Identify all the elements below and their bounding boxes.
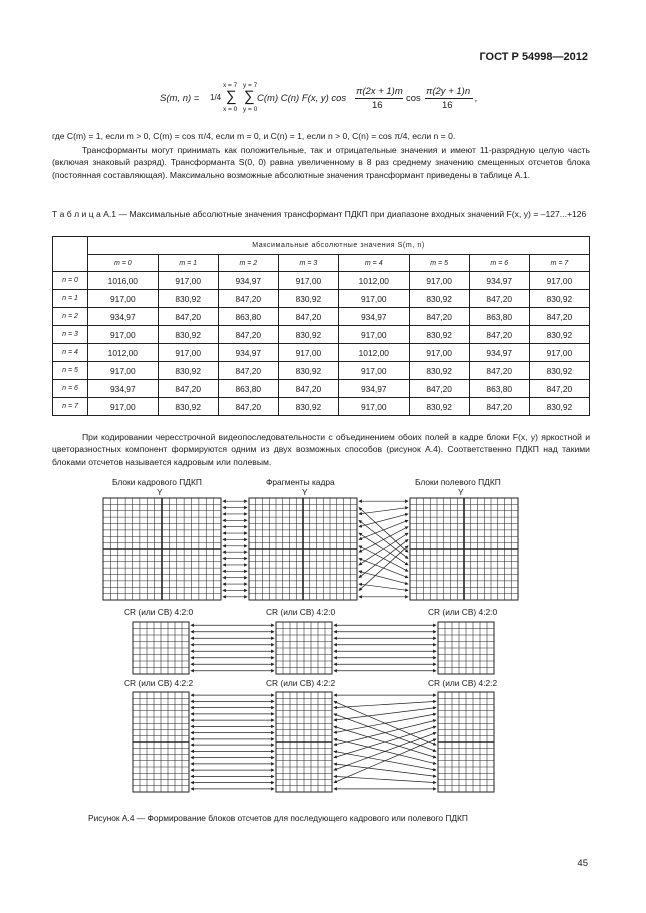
table-cell: 847,20	[278, 308, 338, 326]
luma-fragment-grid	[249, 498, 357, 600]
row-label: n = 6	[53, 380, 88, 398]
table-cell: 917,00	[158, 272, 218, 290]
chroma420-frame-grid	[133, 622, 189, 674]
luma-frame-arrows	[223, 501, 247, 597]
row-label: n = 5	[53, 362, 88, 380]
chroma420-field-grid	[438, 622, 494, 674]
table-cell: 1012,00	[338, 272, 409, 290]
table-cell: 830,92	[158, 362, 218, 380]
chroma-422-middle: CR (или CB) 4:2:2	[266, 678, 336, 688]
table-cell: 847,20	[158, 308, 218, 326]
page-number: 45	[577, 858, 588, 869]
fraction-2-denominator: 16	[442, 100, 453, 111]
chroma422-field-crossing	[334, 695, 436, 789]
formula-comma: ,	[475, 93, 478, 104]
chroma422-field-grid	[438, 692, 494, 792]
column-header: m = 6	[469, 255, 529, 272]
chroma-422-left: CR (или CB) 4:2:2	[124, 678, 194, 688]
chroma-420-right: CR (или CB) 4:2:0	[428, 607, 498, 617]
chroma-420-middle: CR (или CB) 4:2:0	[266, 607, 336, 617]
table-cell: 830,92	[409, 398, 469, 416]
table-cell: 917,00	[88, 290, 159, 308]
chroma420-field-arrows	[334, 625, 436, 671]
table-cell: 917,00	[338, 290, 409, 308]
formula-coefficient: 1/4	[210, 93, 222, 102]
standard-number: ГОСТ Р 54998—2012	[479, 51, 588, 63]
row-label: n = 7	[53, 398, 88, 416]
table-cell: 917,00	[529, 272, 589, 290]
table-cell: 847,20	[409, 308, 469, 326]
table-cell: 830,92	[529, 290, 589, 308]
sum-lower-x: x = 0	[223, 106, 238, 113]
table-cell: 917,00	[529, 344, 589, 362]
formula-body: C(m) C(n) F(x, y) cos	[257, 93, 347, 104]
table-cell: 863,80	[469, 380, 529, 398]
table-cell: 847,20	[529, 308, 589, 326]
luma-field-crossing	[359, 501, 408, 597]
sum-symbol-y: ∑	[244, 88, 255, 105]
row-label: n = 3	[53, 326, 88, 344]
sum-lower-y: y = 0	[243, 106, 258, 113]
interlace-paragraph: При кодировании чересстрочной видеопоследовательности с объединением обоих полей в кадре блоки F(x, y) яркостной и цветоразностных компонент формируются одним из двух возможных способов (рисунок А.4). Соответственно ПДКП над такими блоками отсчетов называется кадровым или полевым.	[52, 432, 590, 467]
table-cell: 934,97	[338, 308, 409, 326]
table-cell: 917,00	[409, 272, 469, 290]
table-cell: 917,00	[278, 272, 338, 290]
label-field-blocks: Блоки полевого ПДКП	[415, 477, 501, 487]
table-cell: 847,20	[218, 326, 278, 344]
table-cell: 830,92	[278, 290, 338, 308]
table-cell: 847,20	[469, 290, 529, 308]
figure-caption: Рисунок А.4 — Формирование блоков отсчетов для последующего кадрового или полевого ПДКП	[88, 813, 468, 823]
chroma420-frame-arrows	[191, 625, 274, 671]
table-cell: 847,20	[409, 380, 469, 398]
chroma422-fragment-grid	[276, 692, 332, 792]
table-cell: 830,92	[409, 362, 469, 380]
table-cell: 830,92	[529, 362, 589, 380]
formula-lhs: S(m, n) =	[160, 93, 200, 104]
table-cell: 1012,00	[338, 344, 409, 362]
table-cell: 847,20	[469, 398, 529, 416]
table-cell: 917,00	[338, 362, 409, 380]
column-header: m = 0	[88, 255, 159, 272]
table-cell: 847,20	[469, 362, 529, 380]
column-header: m = 4	[338, 255, 409, 272]
chroma422-frame-grid	[133, 692, 189, 792]
table-cell: 934,97	[88, 380, 159, 398]
table-cell: 830,92	[409, 290, 469, 308]
table-cell: 917,00	[88, 362, 159, 380]
table-cell: 830,92	[529, 326, 589, 344]
transform-paragraph: Трансформанты могут принимать как положительные, так и отрицательные значения и имеют 11-разрядную целую часть (включая знаковый разряд). Трансформанта S(0, 0) равна увеличенному в 8 раз среднему значению смещенных отсчетов блока (постоянная составляющая). Максимально возможные абсолютные значения трансформант приведены в таблице А.1.	[52, 145, 590, 180]
table-cell: 917,00	[158, 344, 218, 362]
table-cell: 847,20	[158, 380, 218, 398]
row-label: n = 1	[53, 290, 88, 308]
table-cell: 847,20	[218, 362, 278, 380]
table-cell: 830,92	[278, 362, 338, 380]
sum-symbol-x: ∑	[226, 88, 237, 105]
table-cell: 830,92	[158, 290, 218, 308]
column-header: m = 2	[218, 255, 278, 272]
chroma-422-right: CR (или CB) 4:2:2	[428, 678, 498, 688]
table-caption: Т а б л и ц а А.1 — Максимальные абсолютные значения трансформант ПДКП при диапазоне входных значений F(x, y) = –127...+126	[52, 209, 587, 219]
table-cell: 917,00	[88, 398, 159, 416]
table-cell: 830,92	[158, 326, 218, 344]
row-label: n = 2	[53, 308, 88, 326]
table-cell: 934,97	[88, 308, 159, 326]
column-header: m = 3	[278, 255, 338, 272]
table-cell: 830,92	[278, 326, 338, 344]
table-cell: 830,92	[409, 326, 469, 344]
table-cell: 847,20	[218, 398, 278, 416]
table-cell: 847,20	[218, 290, 278, 308]
chroma422-frame-arrows	[191, 695, 274, 789]
table-cell: 917,00	[88, 326, 159, 344]
axis-y-right: Y	[458, 487, 464, 497]
luma-frame-grid	[103, 498, 221, 600]
luma-field-grid	[410, 498, 518, 600]
label-fragments: Фрагменты кадра	[266, 477, 335, 487]
formula-cos: cos	[406, 93, 421, 104]
table-cell: 1012,00	[88, 344, 159, 362]
fraction-1-denominator: 16	[372, 100, 383, 111]
where-clause: где C(m) = 1, если m > 0, C(m) = cos π/4, если m = 0, и C(n) = 1, если n > 0, C(n) = cos π/4, если n = 0.	[52, 131, 456, 141]
table-cell: 934,97	[469, 344, 529, 362]
sum-upper-y: y = 7	[243, 82, 258, 89]
table-cell: 1016,00	[88, 272, 159, 290]
chroma420-fragment-grid	[276, 622, 332, 674]
fraction-1-numerator: π(2x + 1)m	[356, 86, 403, 97]
row-label: n = 4	[53, 344, 88, 362]
table-cell: 863,80	[218, 380, 278, 398]
table-cell: 934,97	[469, 272, 529, 290]
label-frame-blocks: Блоки кадрового ПДКП	[112, 477, 202, 487]
table-cell: 934,97	[218, 272, 278, 290]
table-cell: 863,80	[218, 308, 278, 326]
sum-upper-x: x = 7	[223, 82, 238, 89]
table-cell: 917,00	[278, 344, 338, 362]
column-header: m = 7	[529, 255, 589, 272]
table-cell: 847,20	[529, 380, 589, 398]
table-cell: 830,92	[278, 398, 338, 416]
fraction-2-numerator: π(2y + 1)n	[426, 86, 471, 97]
table-cell: 934,97	[218, 344, 278, 362]
table-cell: 917,00	[338, 326, 409, 344]
axis-y-middle: Y	[302, 487, 308, 497]
axis-y-left: Y	[157, 487, 163, 497]
table-cell: 847,20	[469, 326, 529, 344]
column-header: m = 5	[409, 255, 469, 272]
column-header: m = 1	[158, 255, 218, 272]
table-cell: 830,92	[158, 398, 218, 416]
table-cell: 934,97	[338, 380, 409, 398]
chroma-420-left: CR (или CB) 4:2:0	[124, 607, 194, 617]
table-super-header: Максимальные абсолютные значения S(m, n)	[88, 237, 590, 255]
table-cell: 917,00	[338, 398, 409, 416]
table-cell: 863,80	[469, 308, 529, 326]
table-cell: 847,20	[278, 380, 338, 398]
row-label: n = 0	[53, 272, 88, 290]
table-cell: 917,00	[409, 344, 469, 362]
table-cell: 830,92	[529, 398, 589, 416]
